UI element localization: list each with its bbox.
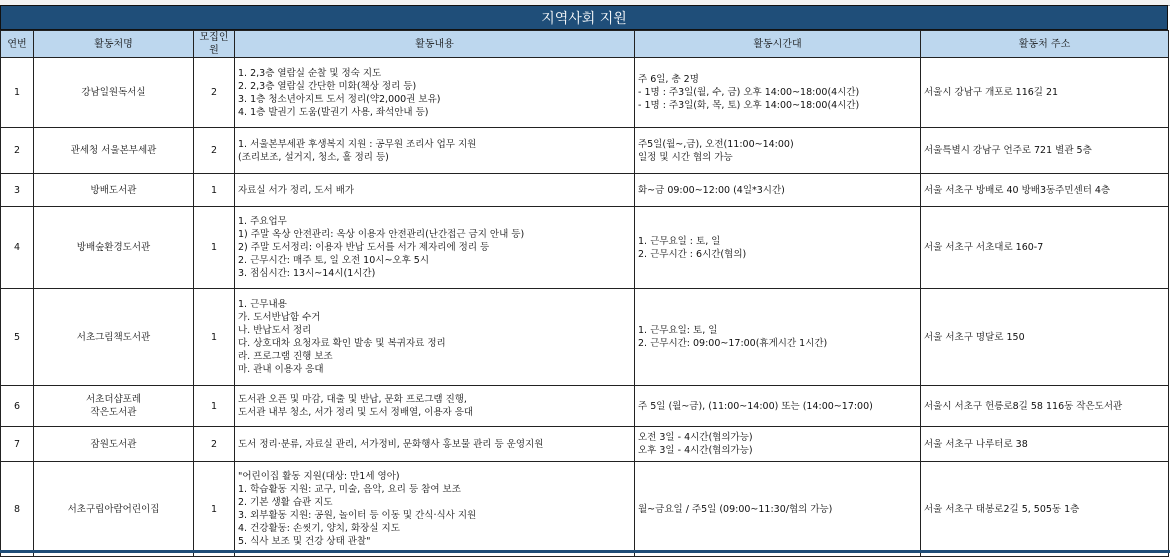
table-row bbox=[1, 174, 1169, 207]
cell-time[interactable]: 주5일(월~,금), 오전(11:00~14:00) 일정 및 시간 협의 가능 bbox=[635, 128, 921, 174]
header-content[interactable]: 활동내용 bbox=[235, 31, 635, 58]
cell-address[interactable]: 서울 서초구 나루터로 38 bbox=[921, 427, 1169, 462]
cell-count[interactable]: 2 bbox=[194, 427, 235, 462]
volunteer-table bbox=[0, 30, 1169, 557]
cell-count[interactable]: 1 bbox=[194, 174, 235, 207]
header-count[interactable]: 모집인원 bbox=[194, 31, 235, 58]
cell-content[interactable]: 도서 정리·분류, 자료실 관리, 서가정비, 문화행사 홍보물 관리 등 운영지원 bbox=[235, 427, 635, 462]
cell-count[interactable]: 2 bbox=[194, 58, 235, 128]
cell-address[interactable]: 서울 서초구 태봉로2길 5, 505동 1층 bbox=[921, 462, 1169, 557]
cell-name[interactable]: 잠원도서관 bbox=[34, 427, 194, 462]
table-row bbox=[1, 128, 1169, 174]
cell-content[interactable]: "어린이집 활동 지원(대상: 만1세 영아) 1. 학습활동 지원: 교구, 미술, 음악, 요리 등 참여 보조 2. 기본 생활 습관 지도 3. 외부활동 지원: 공원, 놀이터 등 이동 및 간식·식사 지원 4. 건강활동: 손씻기, 양치, 화장실 지도 5. 식사 보조 및 건강 상태 관찰" bbox=[235, 462, 635, 557]
cell-no[interactable]: 6 bbox=[1, 386, 34, 427]
cell-no[interactable]: 7 bbox=[1, 427, 34, 462]
cell-name[interactable]: 관세청 서울본부세관 bbox=[34, 128, 194, 174]
sheet-title: 지역사회 지원 bbox=[0, 5, 1168, 30]
header-name[interactable]: 활동처명 bbox=[34, 31, 194, 58]
cell-time[interactable]: 오전 3일 - 4시간(협의가능) 오후 3일 - 4시간(협의가능) bbox=[635, 427, 921, 462]
table-row bbox=[1, 58, 1169, 128]
table-row bbox=[1, 462, 1169, 557]
cell-count[interactable]: 2 bbox=[194, 128, 235, 174]
cell-content[interactable]: 1. 근무내용 가. 도서반납함 수거 나. 반납도서 정리 다. 상호대차 요청자료 확인 발송 및 복귀자료 정리 라. 프로그램 진행 보조 마. 관내 이용자 응대 bbox=[235, 289, 635, 386]
cell-content[interactable]: 자료실 서가 정리, 도서 배가 bbox=[235, 174, 635, 207]
table-row bbox=[1, 289, 1169, 386]
header-no[interactable]: 연번 bbox=[1, 31, 34, 58]
cell-address[interactable]: 서울 서초구 방배로 40 방배3동주민센터 4층 bbox=[921, 174, 1169, 207]
cell-count[interactable]: 1 bbox=[194, 462, 235, 557]
cell-address[interactable]: 서울 서초구 명달로 150 bbox=[921, 289, 1169, 386]
cell-time[interactable]: 화~금 09:00~12:00 (4일*3시간) bbox=[635, 174, 921, 207]
cell-name[interactable]: 방배도서관 bbox=[34, 174, 194, 207]
cell-name[interactable]: 서초더샵포레 작은도서관 bbox=[34, 386, 194, 427]
cell-content[interactable]: 도서관 오픈 및 마감, 대출 및 반납, 문화 프로그램 진행, 도서관 내부 청소, 서가 정리 및 도서 정배열, 이용자 응대 bbox=[235, 386, 635, 427]
cell-content[interactable]: 1. 서울본부세관 후생복지 지원 : 공무원 조리사 업무 지원 (조리보조, 설거지, 청소, 홀 정리 등) bbox=[235, 128, 635, 174]
cell-time[interactable]: 1. 근무요일 : 토, 일 2. 근무시간 : 6시간(협의) bbox=[635, 207, 921, 289]
table-row bbox=[1, 427, 1169, 462]
cell-no[interactable]: 8 bbox=[1, 462, 34, 557]
header-row bbox=[1, 31, 1169, 58]
cell-address[interactable]: 서울시 서초구 헌릉로8길 58 116동 작은도서관 bbox=[921, 386, 1169, 427]
cell-count[interactable]: 1 bbox=[194, 207, 235, 289]
header-address[interactable]: 활동처 주소 bbox=[921, 31, 1169, 58]
cell-name[interactable]: 서초그림책도서관 bbox=[34, 289, 194, 386]
cell-no[interactable]: 1 bbox=[1, 58, 34, 128]
cell-name[interactable]: 강남일원독서실 bbox=[34, 58, 194, 128]
cell-no[interactable]: 4 bbox=[1, 207, 34, 289]
header-time[interactable]: 활동시간대 bbox=[635, 31, 921, 58]
cell-no[interactable]: 3 bbox=[1, 174, 34, 207]
cell-time[interactable]: 주 6일, 총 2명 - 1명 : 주3일(월, 수, 금) 오후 14:00~18:00(4시간) - 1명 : 주3일(화, 목, 토) 오후 14:00~18:00(4시간) bbox=[635, 58, 921, 128]
cell-no[interactable]: 5 bbox=[1, 289, 34, 386]
cell-name[interactable]: 서초구립아람어린이집 bbox=[34, 462, 194, 557]
cell-time[interactable]: 주 5일 (월~금), (11:00~14:00) 또는 (14:00~17:00) bbox=[635, 386, 921, 427]
cell-address[interactable]: 서울시 강남구 개포로 116길 21 bbox=[921, 58, 1169, 128]
cell-content[interactable]: 1. 2,3층 열람실 순찰 및 정숙 지도 2. 2,3층 열람실 간단한 미화(책상 정리 등) 3. 1층 청소년아지트 도서 정리(약2,000권 보유) 4. 1층 발권기 도움(발권기 사용, 좌석안내 등) bbox=[235, 58, 635, 128]
cell-address[interactable]: 서울특별시 강남구 언주로 721 별관 5층 bbox=[921, 128, 1169, 174]
cell-time[interactable]: 1. 근무요일: 토, 일 2. 근무시간: 09:00~17:00(휴게시간 1시간) bbox=[635, 289, 921, 386]
cell-content[interactable]: 1. 주요업무 1) 주말 옥상 안전관리: 옥상 이용자 안전관리(난간접근 금지 안내 등) 2) 주말 도서정리: 이용자 반납 도서를 서가 제자리에 정리 등 2. 근무시간: 매주 토, 일 오전 10시~오후 5시 3. 점심시간: 13시~14시(1시간) bbox=[235, 207, 635, 289]
cell-no[interactable]: 2 bbox=[1, 128, 34, 174]
table-row bbox=[1, 386, 1169, 427]
cell-count[interactable]: 1 bbox=[194, 289, 235, 386]
table-row bbox=[1, 207, 1169, 289]
cell-count[interactable]: 1 bbox=[194, 386, 235, 427]
cell-address[interactable]: 서울 서초구 서초대로 160-7 bbox=[921, 207, 1169, 289]
cell-time[interactable]: 월~금요일 / 주5일 (09:00~11:30/협의 가능) bbox=[635, 462, 921, 557]
cell-name[interactable]: 방배숲환경도서관 bbox=[34, 207, 194, 289]
